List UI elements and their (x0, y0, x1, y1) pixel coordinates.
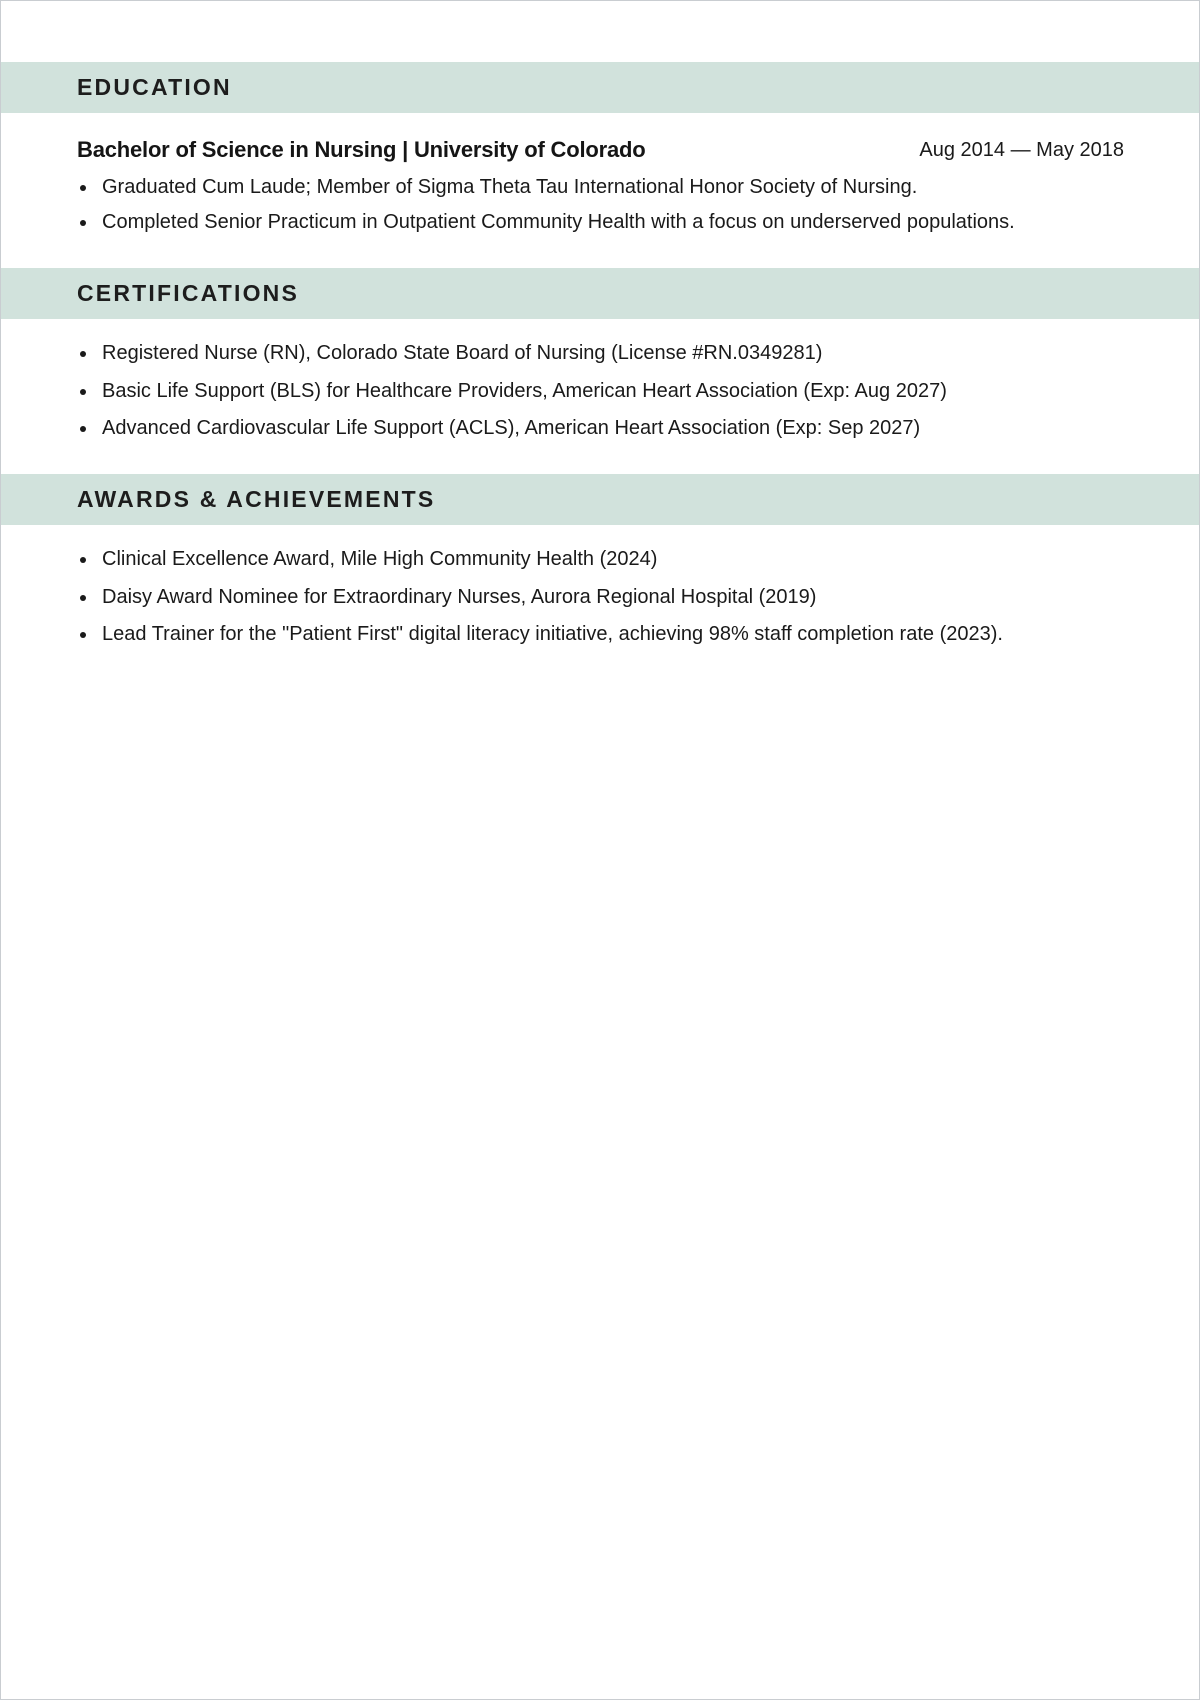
list-item: Basic Life Support (BLS) for Healthcare Providers, American Heart Association (Exp: Aug 2027) (77, 373, 1137, 411)
education-section-header (1, 62, 1199, 113)
education-entry (77, 133, 1124, 167)
list-item: Graduated Cum Laude; Member of Sigma Theta Tau International Honor Society of Nursing. (77, 170, 1137, 205)
degree-title: Bachelor of Science in Nursing | University of Colorado (77, 137, 646, 162)
certifications-list (77, 335, 1137, 448)
awards-section-header (1, 474, 1199, 525)
awards-heading: AWARDS & ACHIEVEMENTS (77, 486, 436, 512)
awards-list (77, 541, 1137, 654)
list-item: Advanced Cardiovascular Life Support (ACLS), American Heart Association (Exp: Sep 2027) (77, 410, 1137, 448)
education-heading: EDUCATION (77, 74, 232, 100)
list-item: Registered Nurse (RN), Colorado State Board of Nursing (License #RN.0349281) (77, 335, 1137, 373)
list-item: Lead Trainer for the "Patient First" digital literacy initiative, achieving 98% staff completion rate (2023). (77, 616, 1137, 654)
certifications-heading: CERTIFICATIONS (77, 280, 300, 306)
certifications-section-header (1, 268, 1199, 319)
list-item: Clinical Excellence Award, Mile High Community Health (2024) (77, 541, 1137, 579)
education-bullets (77, 170, 1137, 240)
degree-dates: Aug 2014 — May 2018 (919, 139, 1124, 161)
list-item: Daisy Award Nominee for Extraordinary Nurses, Aurora Regional Hospital (2019) (77, 579, 1137, 617)
list-item: Completed Senior Practicum in Outpatient Community Health with a focus on underserved populations. (77, 205, 1137, 240)
